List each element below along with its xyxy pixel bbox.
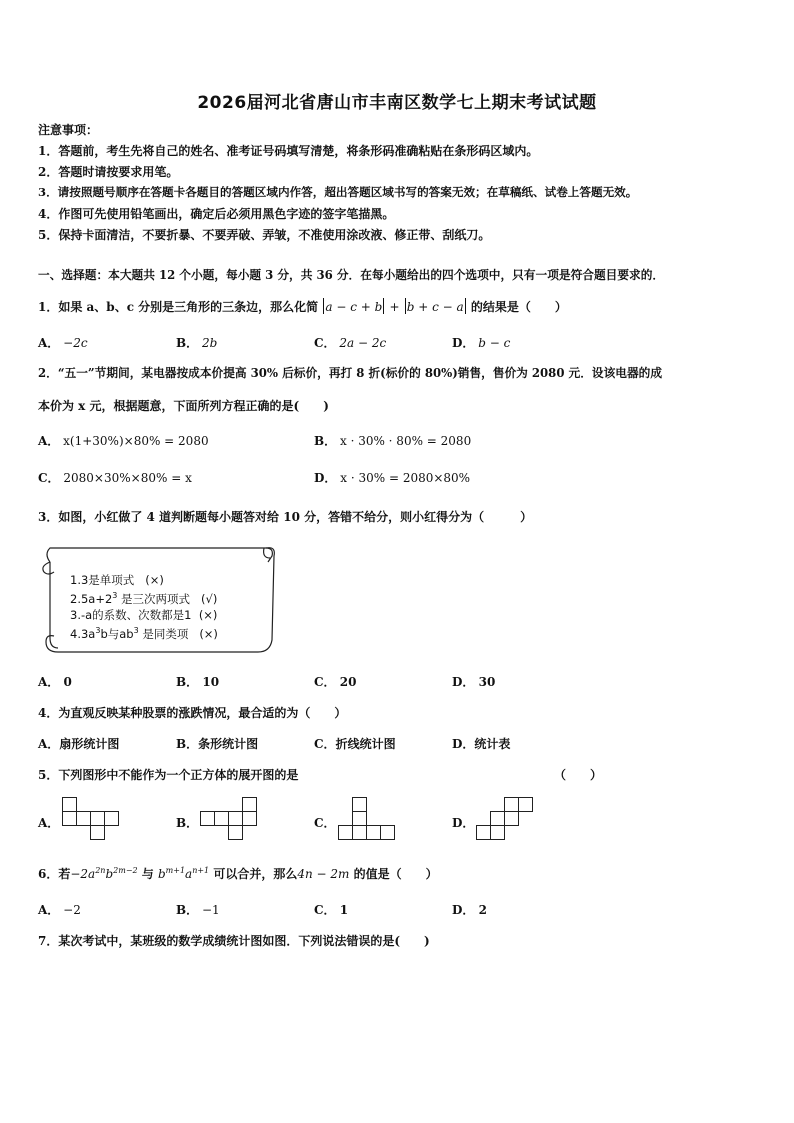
q2-option-label: B． bbox=[314, 434, 337, 448]
q6-stem-c: 的值是（ ） bbox=[349, 867, 438, 881]
q3-option-label: C． bbox=[314, 675, 336, 689]
q4-option-text: 条形统计图 bbox=[198, 737, 259, 751]
q6-stem-b: 可以合并，那么 bbox=[209, 867, 298, 881]
q1-option-label: B． bbox=[176, 336, 199, 350]
q3-option-label: B． bbox=[176, 675, 199, 689]
q4-option-label: B． bbox=[176, 737, 199, 751]
q4-option-label: D． bbox=[452, 737, 475, 751]
q2-option-text: x · 30% · 80% = 2080 bbox=[339, 434, 472, 448]
scroll-line-4 bbox=[70, 623, 218, 642]
q2-option-label: D． bbox=[314, 471, 337, 485]
q6-option-label: D． bbox=[452, 903, 475, 917]
section-heading: 一、选择题：本大题共 12 个小题，每小题 3 分，共 36 分．在每小题给出的四个选项中，只有一项是符合题目要求的． bbox=[38, 268, 665, 282]
abs-bar bbox=[405, 298, 406, 314]
q1-option-text: b − c bbox=[478, 336, 511, 350]
q6-term1b: b bbox=[105, 867, 114, 881]
scroll-text: 2.5a+2 bbox=[70, 591, 113, 606]
q1-stem-b: 的结果是（ ） bbox=[470, 300, 567, 314]
q6-option-text: 2 bbox=[478, 903, 487, 917]
q6-sup: m+1 bbox=[165, 866, 186, 875]
q4-option-text: 统计表 bbox=[474, 737, 511, 751]
q2-line-2: 本价为 x 元，根据题意，下面所列方程正确的是( ) bbox=[38, 399, 329, 413]
question-1 bbox=[38, 298, 567, 315]
q5-paren: （ ） bbox=[554, 768, 603, 782]
q6-sup: 2m−2 bbox=[113, 866, 138, 875]
page-title: 2026届河北省唐山市丰南区数学七上期末考试试题 bbox=[197, 93, 597, 113]
q2-option-label: C． bbox=[38, 471, 60, 485]
q6-option-text: 1 bbox=[339, 903, 349, 917]
scroll-text: b与ab bbox=[100, 626, 134, 641]
q2-option-label: A． bbox=[38, 434, 60, 448]
q1-option-label: D． bbox=[452, 336, 475, 350]
q4-option-label: C． bbox=[314, 737, 336, 751]
q1-expr2: b + c − a bbox=[406, 300, 464, 314]
notice-item-2: 2．答题时请按要求用笔。 bbox=[38, 165, 179, 179]
question-6 bbox=[38, 865, 438, 882]
scroll-mark: (×) bbox=[199, 626, 218, 641]
notice-item-3: 3．请按照题号顺序在答题卡各题目的答题区域内作答，超出答题区域书写的答案无效；在草稿纸、试卷上答题无效。 bbox=[38, 185, 638, 199]
q4-option-text: 折线统计图 bbox=[335, 737, 396, 751]
q1-plus: + bbox=[389, 300, 400, 314]
abs-bar bbox=[465, 298, 466, 314]
q2-line-1: 2．“五一”节期间，某电器按成本价提高 30% 后标价，再打 8 折(标价的 80%)销售，售价为 2080 元．设该电器的成 bbox=[38, 366, 663, 380]
q3-option-text: 30 bbox=[478, 675, 496, 689]
scroll-sup: 3 bbox=[112, 591, 118, 600]
q3-option-text: 10 bbox=[202, 675, 220, 689]
scroll-sup: 3 bbox=[95, 625, 101, 635]
scroll-mark: (×) bbox=[145, 573, 164, 587]
q6-option-text: −2 bbox=[63, 903, 81, 917]
q4-stem: 4．为直观反映某种股票的涨跌情况，最合适的为（ ） bbox=[38, 706, 347, 720]
q2-option-text: x(1+30%)×80% = 2080 bbox=[63, 434, 209, 448]
q6-option-text: −1 bbox=[201, 903, 220, 917]
scroll-text: 4.3a bbox=[70, 626, 96, 641]
q1-option-label: C． bbox=[314, 336, 336, 350]
q1-option-text: −2c bbox=[63, 336, 88, 350]
q3-option-label: A． bbox=[38, 675, 60, 689]
q5-label-c: C． bbox=[314, 816, 336, 830]
notice-item-5: 5．保持卡面清洁，不要折暴、不要弄破、弄皱，不准使用涂改液、修正带、刮纸刀。 bbox=[38, 228, 491, 242]
q6-term1: −2a bbox=[70, 867, 96, 881]
q5-label-b: B． bbox=[176, 816, 199, 830]
scroll-sup: 3 bbox=[133, 625, 139, 635]
notice-item-1: 1．答题前，考生先将自己的姓名、准考证号码填写清楚，将条形码准确粘贴在条形码区域内。 bbox=[38, 144, 539, 158]
q6-option-label: B． bbox=[176, 903, 199, 917]
abs-bar bbox=[383, 298, 384, 314]
q6-sup: n+1 bbox=[192, 866, 210, 875]
q6-option-label: A． bbox=[38, 903, 60, 917]
q6-mid: 与 bbox=[137, 867, 158, 881]
q5-stem: 5．下列图形中不能作为一个正方体的展开图的是 bbox=[38, 768, 299, 782]
q2-option-text: x · 30% = 2080×80% bbox=[340, 471, 471, 485]
scroll-text: 1.3是单项式 bbox=[70, 573, 135, 587]
q5-label-a: A． bbox=[38, 816, 60, 830]
q6-sup: 2n bbox=[95, 866, 106, 875]
q6-term2: b bbox=[157, 867, 166, 881]
notice-heading: 注意事项： bbox=[38, 123, 99, 137]
q3-option-text: 20 bbox=[339, 675, 357, 689]
notice-item-4: 4．作图可先使用铅笔画出，确定后必须用黑色字迹的签字笔描黑。 bbox=[38, 207, 395, 221]
q3-option-label: D． bbox=[452, 675, 475, 689]
q1-expr1: a − c + b bbox=[325, 300, 383, 314]
q2-option-text: 2080×30%×80% = x bbox=[63, 471, 192, 485]
q3-option-text: 0 bbox=[63, 675, 72, 689]
q6-option-label: C． bbox=[314, 903, 336, 917]
q1-option-label: A． bbox=[38, 336, 60, 350]
q1-stem-a: 1．如果 a、b、c 分别是三角形的三条边，那么化简 bbox=[38, 300, 319, 314]
q4-option-text: 扇形统计图 bbox=[59, 737, 120, 751]
scroll-line-1 bbox=[70, 572, 218, 588]
scroll-text: 3.-a的系数、次数都是1 bbox=[70, 607, 192, 622]
q1-option-text: 2b bbox=[201, 336, 218, 350]
scroll-text: 是三次两项式 bbox=[117, 591, 191, 606]
q5-label-d: D． bbox=[452, 816, 475, 830]
q7-stem: 7．某次考试中，某班级的数学成绩统计图如图．下列说法错误的是( ) bbox=[38, 934, 430, 948]
q6-stem-a: 6．若 bbox=[38, 867, 71, 881]
scroll-line-2 bbox=[70, 588, 218, 607]
q4-option-label: A． bbox=[38, 737, 60, 751]
q6-term2b: a bbox=[185, 867, 193, 881]
scroll-content bbox=[70, 572, 218, 642]
scroll-mark: (×) bbox=[198, 607, 218, 622]
scroll-text: 是同类项 bbox=[138, 626, 189, 641]
q3-stem: 3．如图，小红做了 4 道判断题每小题答对给 10 分，答错不给分，则小红得分为（ ） bbox=[38, 510, 533, 524]
scroll-mark: (√) bbox=[201, 591, 218, 606]
q1-option-text: 2a − 2c bbox=[339, 336, 387, 350]
scroll-line-3 bbox=[70, 607, 218, 623]
q6-expr: 4n − 2m bbox=[297, 867, 350, 881]
